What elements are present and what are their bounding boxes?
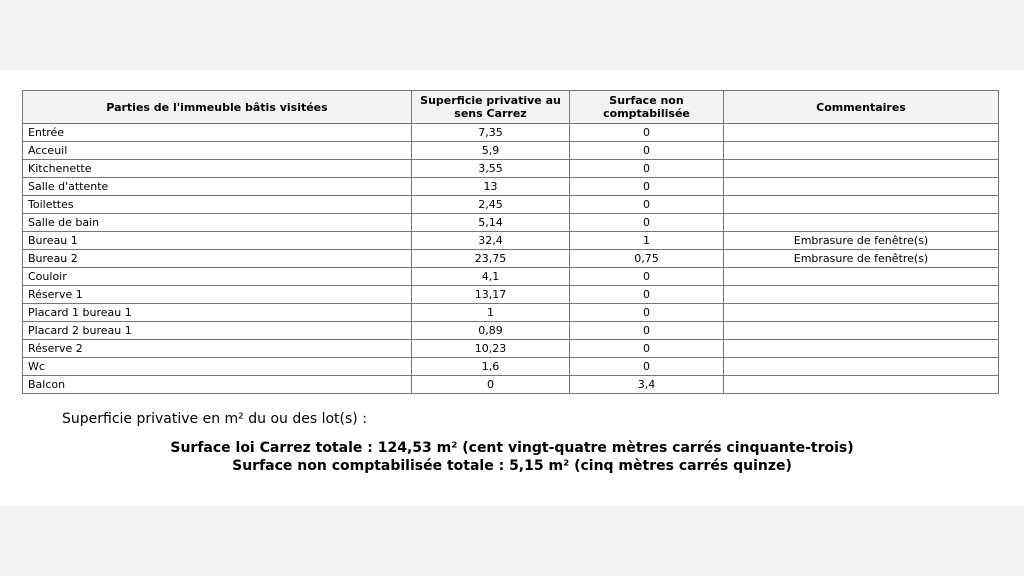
comment-cell (724, 178, 999, 196)
room-name-cell: Entrée (23, 124, 412, 142)
totals-block (0, 439, 1024, 475)
comment-cell: Embrasure de fenêtre(s) (724, 232, 999, 250)
non-counted-area-cell: 0 (570, 214, 724, 232)
table-row (23, 340, 999, 358)
table-row (23, 376, 999, 394)
total-carrez: Surface loi Carrez totale : 124,53 m² (cent vingt-quatre mètres carrés cinquante-trois) (170, 440, 854, 456)
non-counted-area-cell: 0 (570, 124, 724, 142)
table-row (23, 322, 999, 340)
carrez-area-cell: 13,17 (412, 286, 570, 304)
table-row (23, 250, 999, 268)
room-name-cell: Balcon (23, 376, 412, 394)
comment-cell (724, 196, 999, 214)
non-counted-area-cell: 0 (570, 178, 724, 196)
summary-label: Superficie privative en m² du ou des lot(s) : (62, 411, 367, 427)
room-name-cell: Wc (23, 358, 412, 376)
room-name-cell: Acceuil (23, 142, 412, 160)
document-page (0, 70, 1024, 506)
table-row (23, 358, 999, 376)
header-surface-non-comptabilisee: Surface non comptabilisée (570, 91, 724, 124)
table-body (23, 124, 999, 394)
comment-cell (724, 214, 999, 232)
carrez-area-cell: 4,1 (412, 268, 570, 286)
comment-cell: Embrasure de fenêtre(s) (724, 250, 999, 268)
comment-cell (724, 376, 999, 394)
comment-cell (724, 286, 999, 304)
carrez-area-cell: 23,75 (412, 250, 570, 268)
table-row (23, 214, 999, 232)
comment-cell (724, 304, 999, 322)
table-row (23, 142, 999, 160)
room-name-cell: Bureau 2 (23, 250, 412, 268)
room-name-cell: Placard 2 bureau 1 (23, 322, 412, 340)
non-counted-area-cell: 0 (570, 142, 724, 160)
non-counted-area-cell: 1 (570, 232, 724, 250)
non-counted-area-cell: 0 (570, 268, 724, 286)
carrez-area-cell: 10,23 (412, 340, 570, 358)
carrez-area-cell: 0 (412, 376, 570, 394)
table-row (23, 160, 999, 178)
non-counted-area-cell: 0 (570, 286, 724, 304)
carrez-area-cell: 32,4 (412, 232, 570, 250)
carrez-area-cell: 1,6 (412, 358, 570, 376)
comment-cell (724, 142, 999, 160)
room-name-cell: Toilettes (23, 196, 412, 214)
room-name-cell: Réserve 2 (23, 340, 412, 358)
table-row (23, 232, 999, 250)
table-row (23, 124, 999, 142)
comment-cell (724, 160, 999, 178)
carrez-area-cell: 7,35 (412, 124, 570, 142)
room-name-cell: Kitchenette (23, 160, 412, 178)
carrez-area-cell: 13 (412, 178, 570, 196)
carrez-area-cell: 2,45 (412, 196, 570, 214)
room-name-cell: Couloir (23, 268, 412, 286)
table-header-row (23, 91, 999, 124)
comment-cell (724, 340, 999, 358)
surface-table (22, 90, 999, 394)
room-name-cell: Réserve 1 (23, 286, 412, 304)
non-counted-area-cell: 0 (570, 358, 724, 376)
comment-cell (724, 322, 999, 340)
comment-cell (724, 124, 999, 142)
comment-cell (724, 268, 999, 286)
room-name-cell: Salle d'attente (23, 178, 412, 196)
header-superficie-carrez: Superficie privative au sens Carrez (412, 91, 570, 124)
carrez-area-cell: 1 (412, 304, 570, 322)
room-name-cell: Placard 1 bureau 1 (23, 304, 412, 322)
table-row (23, 178, 999, 196)
table-row (23, 268, 999, 286)
non-counted-area-cell: 0,75 (570, 250, 724, 268)
room-name-cell: Bureau 1 (23, 232, 412, 250)
header-commentaires: Commentaires (724, 91, 999, 124)
carrez-area-cell: 0,89 (412, 322, 570, 340)
non-counted-area-cell: 0 (570, 160, 724, 178)
carrez-area-cell: 3,55 (412, 160, 570, 178)
non-counted-area-cell: 0 (570, 196, 724, 214)
non-counted-area-cell: 0 (570, 322, 724, 340)
non-counted-area-cell: 3,4 (570, 376, 724, 394)
table-row (23, 304, 999, 322)
carrez-area-cell: 5,9 (412, 142, 570, 160)
room-name-cell: Salle de bain (23, 214, 412, 232)
non-counted-area-cell: 0 (570, 304, 724, 322)
table-row (23, 286, 999, 304)
carrez-area-cell: 5,14 (412, 214, 570, 232)
table-row (23, 196, 999, 214)
non-counted-area-cell: 0 (570, 340, 724, 358)
total-non-comptabilisee: Surface non comptabilisée totale : 5,15 m² (cinq mètres carrés quinze) (232, 458, 792, 474)
comment-cell (724, 358, 999, 376)
header-parties: Parties de l'immeuble bâtis visitées (23, 91, 412, 124)
